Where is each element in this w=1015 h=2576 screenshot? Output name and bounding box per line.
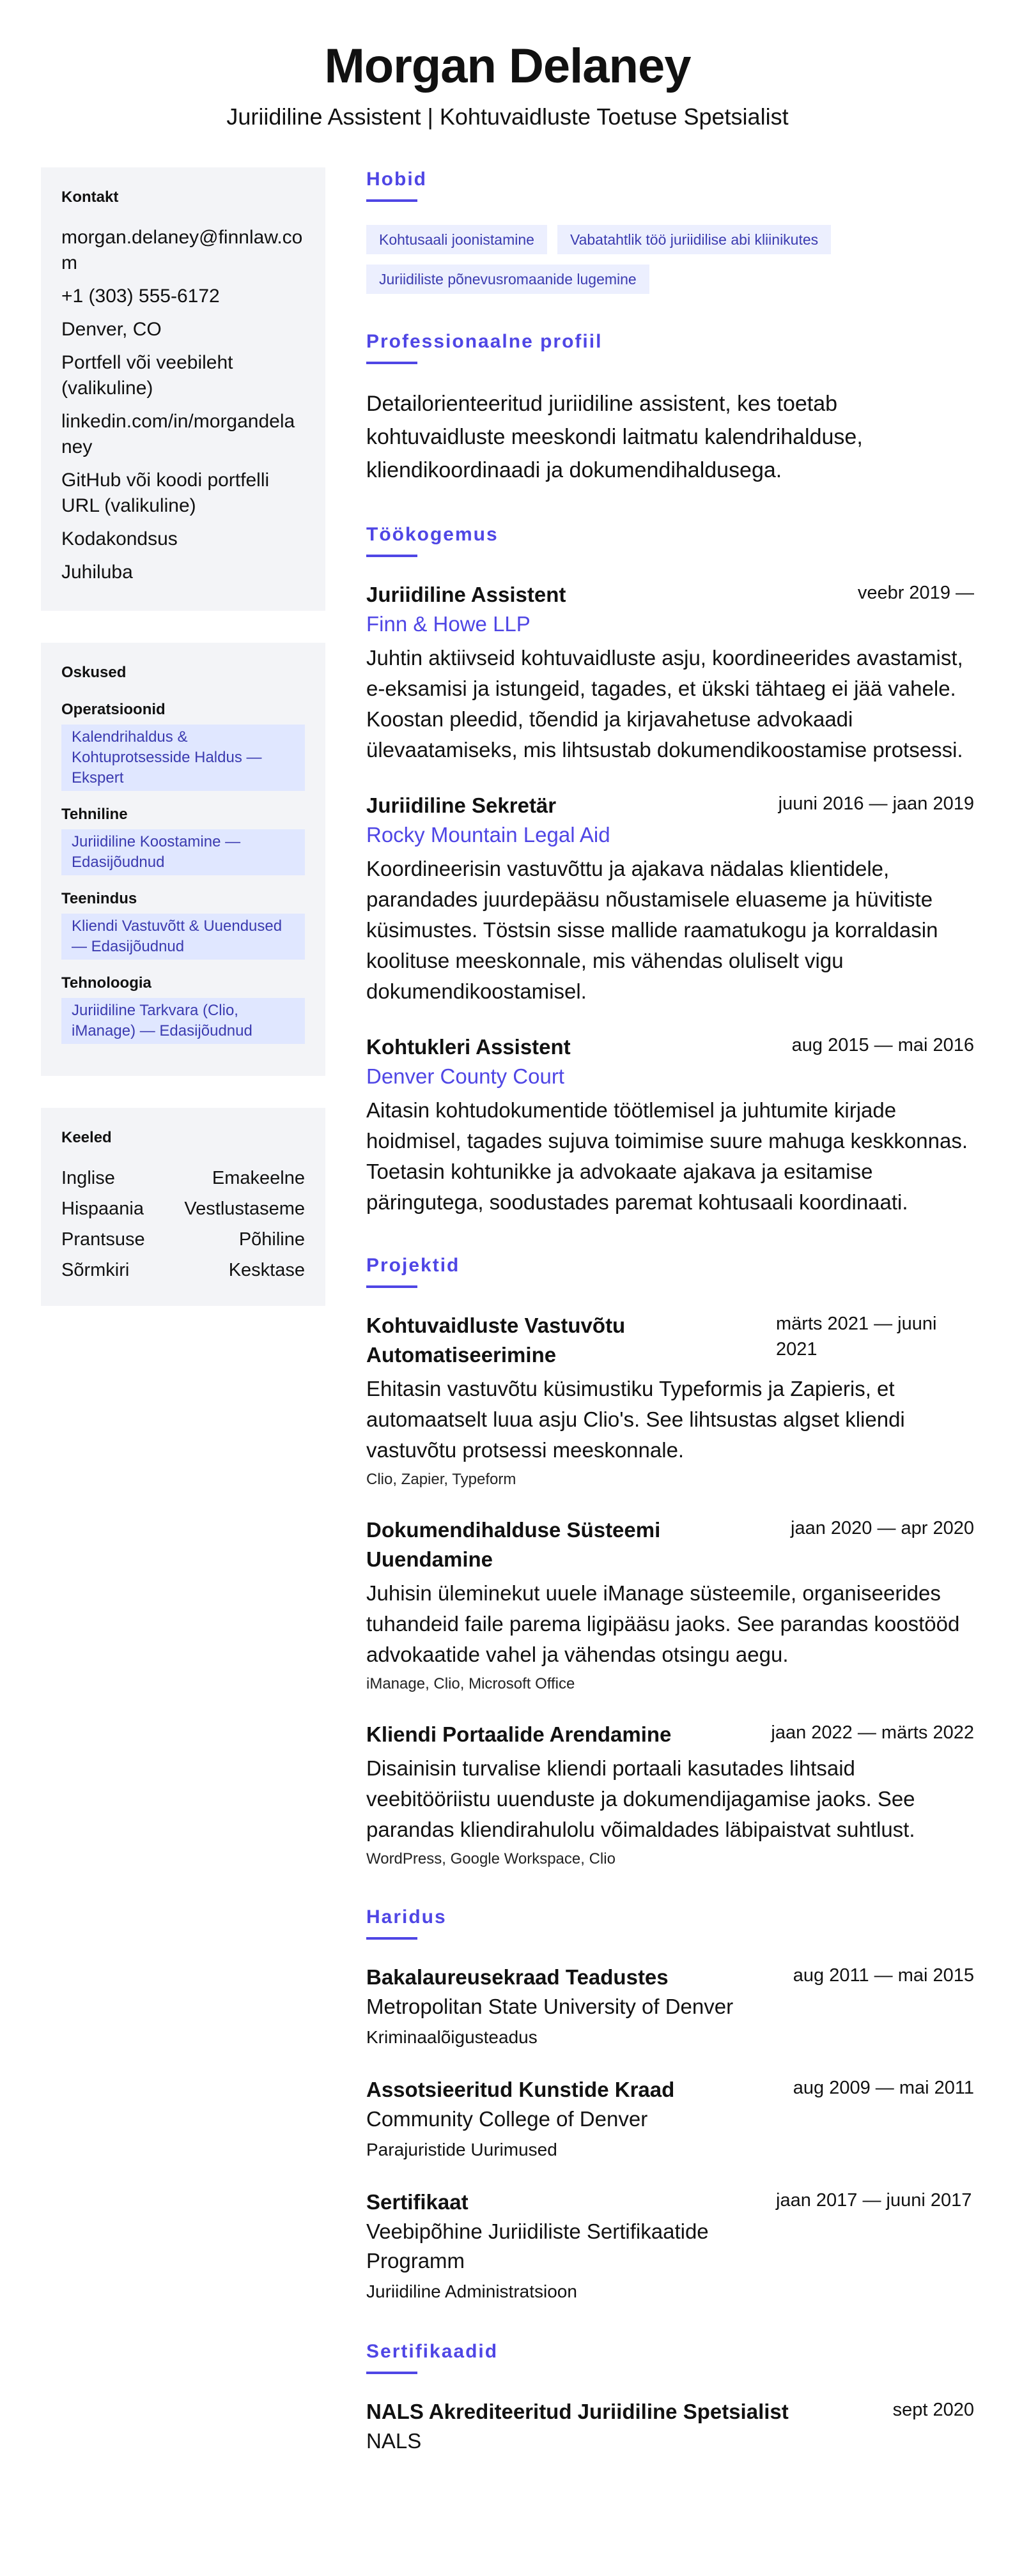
job-description: Juhtin aktiivseid kohtuvaidluste asju, koordineerides avastamist, e-eksamisi ja istungeid, tagades, et ükski tähtaeg ei jää vahele. Koostan pleedid, tõendid ja kirjavahetuse advokaadi ülevaatamiseks, mis lihtsustab dokumendikoostamise protsessi. [366,646,963,762]
certification-issuer: NALS [366,2429,422,2453]
job-description: Aitasin kohtudokumentide töötlemisel ja juhtumite kirjade hoidmisel, tagades sujuva toimimise suure mahuga keskkonnas. Toetasin kohtunikke ja advokaate ajakava ja esitamise päringutega, soodustades paremat kohtusaali koordinaati. [366,1098,968,1214]
project-description: Ehitasin vastuvõtu küsimustiku Typeformis ja Zapieris, et automaatselt luua asju Clio's. See lihtsustas algset kliendi vastuvõtu protsessi meeskonnale. [366,1377,905,1462]
education-entry [366,2075,974,2162]
section-divider [366,2372,417,2374]
section-divider [366,1937,417,1940]
project-dates: märts 2021 — juuni 2021 [776,1314,937,1360]
section-heading: Haridus [366,1906,447,1928]
main-content [366,167,974,2492]
school-name: Metropolitan State University of Denver [366,1995,734,2018]
section-heading: Projektid [366,1255,460,1276]
hobbies-section [366,167,974,294]
project-entry [366,1720,974,1869]
sidebar [41,167,325,2492]
language-name: Inglise [61,1168,115,1188]
job-title: Juriidiline Assistent [366,583,566,606]
profile-text: Detailorienteeritud juriidiline assistent, kes toetab kohtuvaidluste meeskondi laitmatu kalendrihalduse, kliendikoordinaadi ja dokumendihaldusega. [366,392,863,482]
skill-chip: Juriidiline Koostamine — Edasijõudnud [61,829,305,875]
project-entry [366,1515,974,1694]
skill-chip: Juriidiline Tarkvara (Clio, iManage) — Edasijõudnud [61,998,305,1044]
projects-section [366,1254,974,1869]
education-entry [366,2188,974,2304]
hobby-tag: Vabatahtlik töö juriidilise abi kliinikutes [557,225,831,254]
languages-heading: Keeled [61,1129,112,1146]
project-description: Juhisin üleminekut uuele iManage süsteemile, organiseerides tuhandeid faile parema ligipääsu jaoks. See parandas koostööd advokaatide vahel ja vähendas otsingu aegu. [366,1581,960,1666]
certification-title: NALS Akrediteeritud Juriidiline Spetsialist [366,2400,789,2423]
language-row [61,1257,305,1283]
school-name: Community College of Denver [366,2107,648,2131]
contact-portfolio[interactable]: Portfell või veebileht (valikuline) [61,352,233,399]
project-dates: jaan 2022 — märts 2022 [771,1722,974,1743]
section-divider [366,362,417,364]
skill-category: Operatsioonid [61,701,166,718]
field-of-study: Parajuristide Uurimused [366,2140,557,2159]
experience-entry [366,791,974,1007]
education-dates: aug 2009 — mai 2011 [793,2078,974,2098]
language-level: Kesktase [228,1260,305,1280]
section-heading: Professionaalne profiil [366,331,603,352]
hobby-tags [366,225,974,294]
language-level: Emakeelne [212,1168,305,1188]
skill-category: Tehniline [61,806,128,823]
skills-card [41,643,325,1076]
contact-citizenship: Kodakondsus [61,528,178,549]
resume-header [0,0,1015,132]
section-heading: Töökogemus [366,524,499,545]
language-name: Prantsuse [61,1229,145,1250]
language-row [61,1227,305,1252]
project-tech: iManage, Clio, Microsoft Office [366,1675,575,1692]
section-divider [366,555,417,557]
contact-phone[interactable]: +1 (303) 555-6172 [61,286,220,307]
job-description: Koordineerisin vastuvõttu ja ajakava nädalas klientidele, parandades juurdepääsu nõustamisele eluaseme ja hüvitiste küsimustes. Töstsin sisse mallide raamatukogu ja korraldasin koolituse meeskonnale, mis vähendas oluliselt vigu dokumendikoostamisel. [366,857,938,1003]
degree-title: Sertifikaat [366,2190,469,2214]
skills-heading: Oskused [61,664,127,681]
job-title: Juriidiline Sekretär [366,793,557,817]
languages-card [41,1108,325,1306]
language-row [61,1196,305,1222]
employer: Finn & Howe LLP [366,612,531,636]
skill-category: Tehnoloogia [61,974,151,992]
employer: Denver County Court [366,1064,564,1088]
education-dates: aug 2011 — mai 2015 [793,1965,974,1986]
experience-entry [366,1032,974,1218]
language-row [61,1165,305,1191]
job-dates: juuni 2016 — jaan 2019 [778,793,974,814]
contact-drivers-license: Juhiluba [61,562,133,583]
certifications-section [366,2340,974,2456]
skill-chip: Kliendi Vastuvõtt & Uuendused — Edasijõudnud [61,914,305,960]
contact-card [41,167,325,611]
skill-chip: Kalendrihaldus & Kohtuprotsesside Haldus — Ekspert [61,724,305,791]
education-entry [366,1963,974,2050]
skill-category: Teenindus [61,890,137,907]
job-dates: veebr 2019 — [857,583,974,603]
project-title: Kohtuvaidluste Vastuvõtu Automatiseerimine [366,1314,626,1367]
contact-email[interactable]: morgan.delaney@finnlaw.com [61,227,303,273]
experience-entry [366,580,974,765]
language-name: Hispaania [61,1199,144,1219]
language-level: Põhiline [238,1229,305,1250]
employer: Rocky Mountain Legal Aid [366,823,610,847]
degree-title: Bakalaureusekraad Teadustes [366,1965,669,1989]
field-of-study: Kriminaalõigusteadus [366,2027,538,2047]
certification-date: sept 2020 [892,2400,974,2420]
project-title: Dokumendihalduse Süsteemi Uuendamine [366,1518,661,1571]
hobby-tag: Juriidiliste põnevusromaanide lugemine [366,264,649,294]
degree-title: Assotsieeritud Kunstide Kraad [366,2078,675,2101]
job-title: Kohtukleri Assistent [366,1035,571,1059]
section-heading: Sertifikaadid [366,2341,499,2362]
project-entry [366,1311,974,1490]
project-description: Disainisin turvalise kliendi portaali kasutades lihtsaid veebitööriistu uuenduste ja dokumendijagamise jaoks. See parandas kliendirahulolu võimaldades läbipaistvat suhtlust. [366,1756,915,1841]
contact-location: Denver, CO [61,319,162,340]
experience-section [366,523,974,1218]
contact-github[interactable]: GitHub või koodi portfelli URL (valikuline) [61,470,270,516]
contact-linkedin[interactable]: linkedin.com/in/morgandelaney [61,411,295,457]
education-dates: jaan 2017 — juuni 2017 [776,2190,972,2211]
hobby-tag: Kohtusaali joonistamine [366,225,547,254]
project-tech: WordPress, Google Workspace, Clio [366,1850,616,1867]
candidate-title: Juriidiline Assistent | Kohtuvaidluste Toetuse Spetsialist [226,103,789,130]
school-name: Veebipõhine Juriidiliste Sertifikaatide Programm [366,2220,709,2273]
field-of-study: Juriidiline Administratsioon [366,2281,577,2301]
project-tech: Clio, Zapier, Typeform [366,1471,516,1488]
job-dates: aug 2015 — mai 2016 [791,1035,974,1055]
project-dates: jaan 2020 — apr 2020 [791,1518,974,1538]
project-title: Kliendi Portaalide Arendamine [366,1722,672,1746]
section-divider [366,1285,417,1288]
section-heading: Hobid [366,169,427,190]
certification-entry [366,2397,974,2456]
contact-heading: Kontakt [61,188,119,206]
candidate-name: Morgan Delaney [324,39,691,93]
language-name: Sõrmkiri [61,1260,130,1280]
education-section [366,1905,974,2304]
section-divider [366,199,417,202]
language-level: Vestlustaseme [184,1199,305,1219]
profile-section [366,330,974,487]
